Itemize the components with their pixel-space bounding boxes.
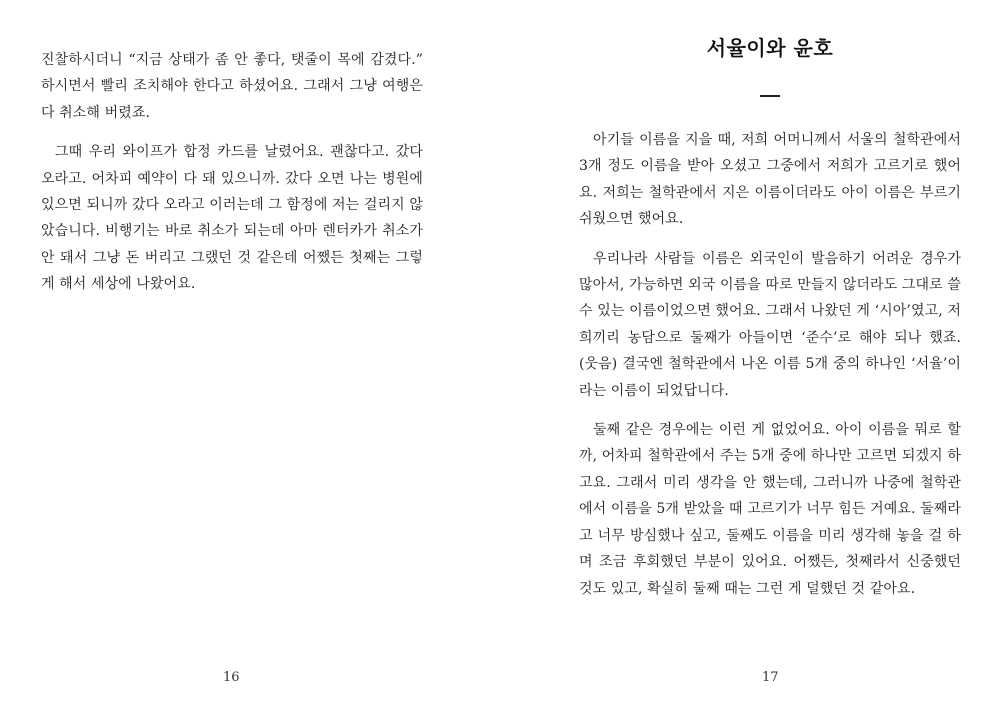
title-divider (760, 95, 780, 97)
page-number-right: 17 (762, 670, 779, 685)
right-page-body (579, 127, 961, 602)
left-paragraph-2: 그때 우리 와이프가 합정 카드를 날렸어요. 괜찮다고. 갔다 오라고. 어차피 예약이 다 돼 있으니까. 갔다 오면 나는 병원에 있으면 되니까 갔다 오라고 이러는데 그 함정에 저는 걸리지 않았습니다. 비행기는 바로 취소가 되는데 아마 렌터카가 취소가 안 돼서 그냥 돈 버리고 그랬던 것 같은데 어쨌든 첫째는 그렇게 해서 세상에 나왔어요. (41, 144, 423, 293)
page-number-left: 16 (223, 670, 240, 685)
chapter-title: 서율이와 윤호 (706, 36, 834, 60)
right-paragraph-1: 아기들 이름을 지을 때, 저희 어머니께서 서울의 철학관에서 3개 정도 이름을 받아 오셨고 그중에서 저희가 고르기로 했어요. 저희는 철학관에서 지은 이름이더라도 아이 이름은 부르기 쉬웠으면 했어요. (579, 132, 961, 228)
left-page-body (41, 47, 423, 298)
right-paragraph-2: 우리나라 사람들 이름은 외국인이 발음하기 어려운 경우가 많아서, 가능하면 외국 이름을 따로 만들지 않더라도 그대로 쓸 수 있는 이름이었으면 했어요. 그래서 나왔던 게 ‘시아’였고, 저희끼리 농담으로 둘째가 아들이면 ‘준수’로 해야 되나 했죠. (웃음) 결국엔 철학관에서 나온 이름 5개 중의 하나인 ‘서율’이라는 이름이 되었답니다. (579, 250, 961, 399)
right-page (500, 0, 1000, 711)
left-paragraph-1: 진찰하시더니 “지금 상태가 좀 안 좋다, 탯줄이 목에 감겼다.” 하시면서 빨리 조치해야 한다고 하셨어요. 그래서 그냥 여행은 다 취소해 버렸죠. (41, 52, 423, 121)
right-paragraph-3: 둘째 같은 경우에는 이런 게 없었어요. 아이 이름을 뭐로 할까, 어차피 철학관에서 주는 5개 중에 하나만 고르면 되겠지 하고요. 그래서 미리 생각을 안 했는데, 그러니까 나중에 철학관에서 이름을 5개 받았을 때 고르기가 너무 힘든 거예요. 둘째라고 너무 방심했나 싶고, 둘째도 이름을 미리 생각해 놓을 걸 하며 조금 후회했던 부분이 있어요. 어쨌든, 첫째라서 신중했던 것도 있고, 확실히 둘째 때는 그런 게 덜했던 것 같아요. (579, 422, 961, 597)
